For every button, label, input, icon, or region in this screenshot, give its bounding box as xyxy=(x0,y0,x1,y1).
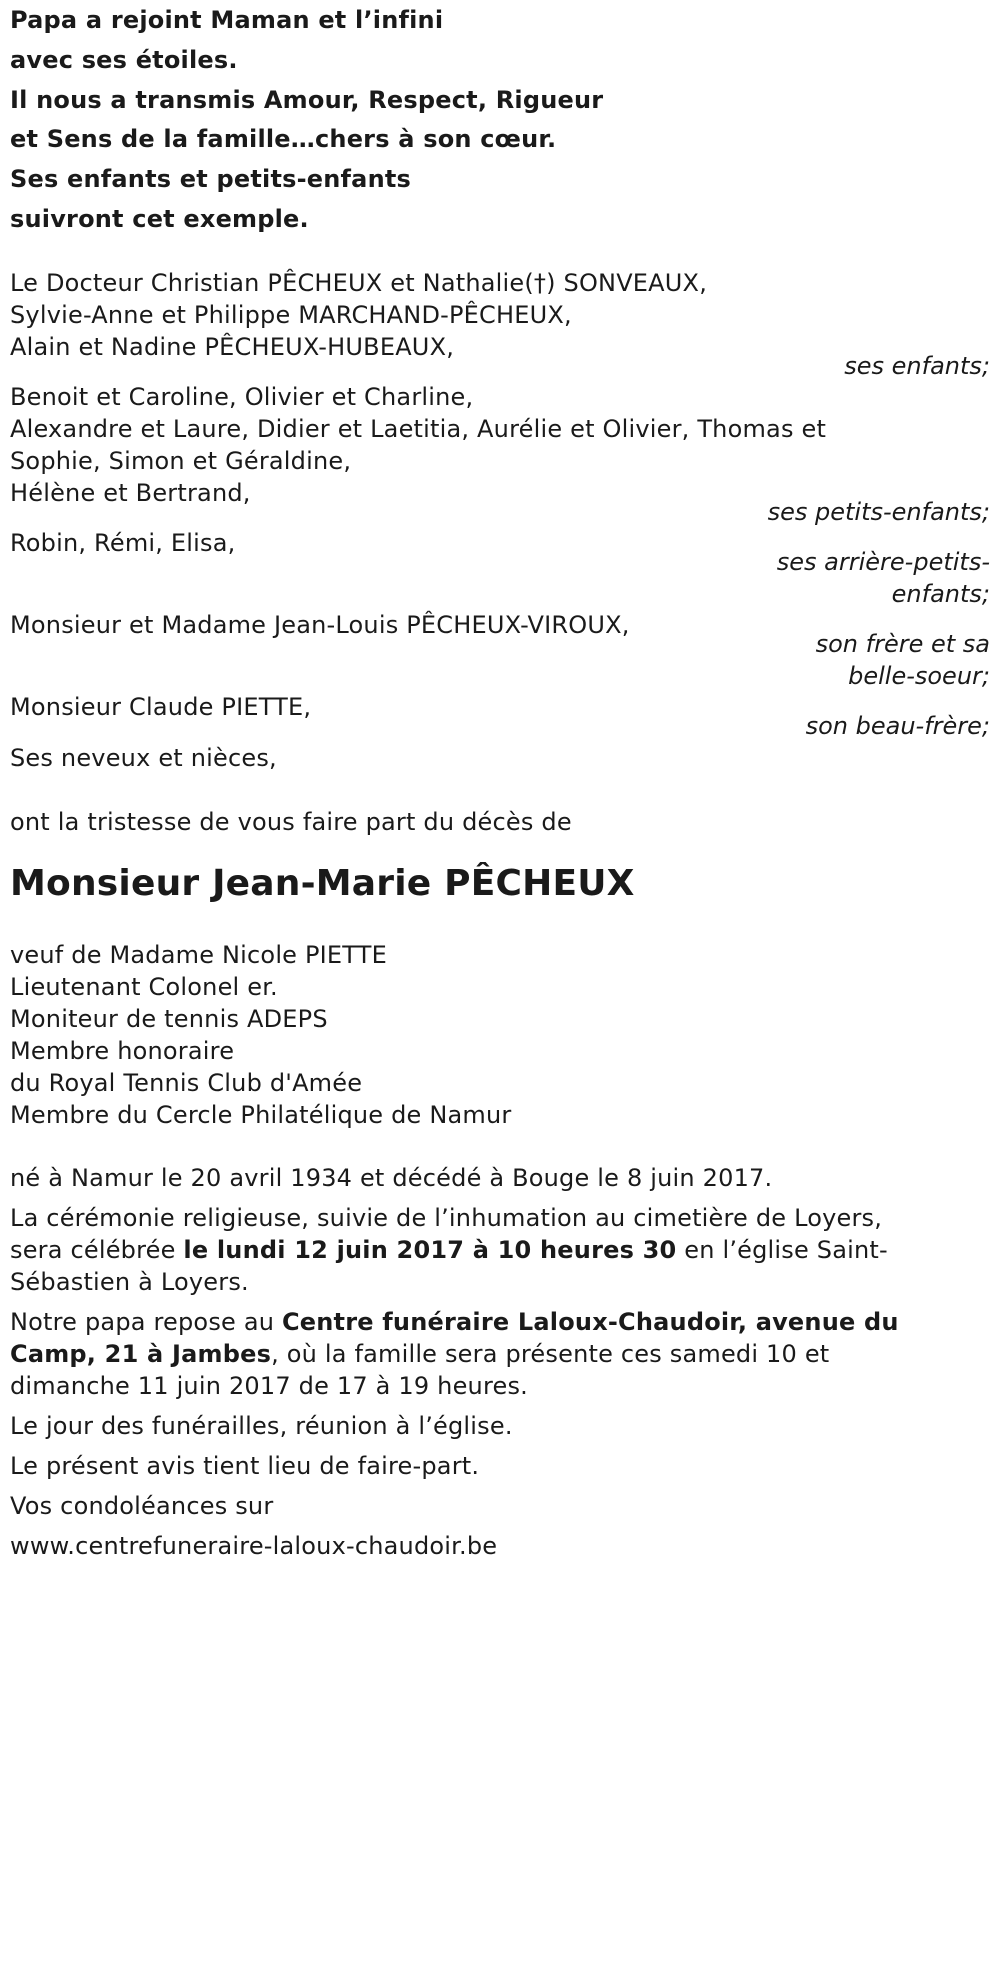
ceremony-line-2-pre: sera célébrée xyxy=(10,1236,184,1264)
ceremony-line-2 xyxy=(10,1235,888,1265)
bio-line-3: Moniteur de tennis ADEPS xyxy=(10,1005,328,1033)
bio-line-6: Membre du Cercle Philatélique de Namur xyxy=(10,1101,512,1129)
brother-role-1: son frère et sa xyxy=(815,630,990,658)
repose-location-1: Centre funéraire Laloux-Chaudoir, avenue du xyxy=(281,1308,899,1336)
ceremony-line-2-post: en l’église Saint- xyxy=(676,1236,888,1264)
announcement: ont la tristesse de vous faire part du décès de xyxy=(10,808,572,836)
notice: Le présent avis tient lieu de faire-part. xyxy=(10,1452,480,1480)
condolences-label: Vos condoléances sur xyxy=(10,1492,274,1520)
children-role: ses enfants; xyxy=(844,352,990,380)
deceased-name: Monsieur Jean-Marie PÊCHEUX xyxy=(10,863,635,904)
children-line-2: Sylvie-Anne et Philippe MARCHAND-PÊCHEUX, xyxy=(10,301,572,329)
grandchildren-line-3: Sophie, Simon et Géraldine, xyxy=(10,447,352,475)
poem-line-2: avec ses étoiles. xyxy=(10,46,238,74)
poem-line-3: Il nous a transmis Amour, Respect, Rigueur xyxy=(10,86,604,114)
ceremony-line-1: La cérémonie religieuse, suivie de l’inhumation au cimetière de Loyers, xyxy=(10,1204,883,1232)
children-line-3: Alain et Nadine PÊCHEUX-HUBEAUX, xyxy=(10,333,455,361)
poem-line-5: Ses enfants et petits-enfants xyxy=(10,165,412,193)
bio-line-5: du Royal Tennis Club d'Amée xyxy=(10,1069,363,1097)
brother-line: Monsieur et Madame Jean-Louis PÊCHEUX-VIROUX, xyxy=(10,611,630,639)
repose-location-2: Camp, 21 à Jambes xyxy=(10,1340,272,1368)
brother-role-2: belle-soeur; xyxy=(848,662,990,690)
brother-in-law-line: Monsieur Claude PIETTE, xyxy=(10,693,312,721)
poem-line-4: et Sens de la famille…chers à son cœur. xyxy=(10,125,557,153)
grandchildren-role: ses petits-enfants; xyxy=(767,498,990,526)
birth-death: né à Namur le 20 avril 1934 et décédé à Bouge le 8 juin 2017. xyxy=(10,1164,773,1192)
brother-in-law-role: son beau-frère; xyxy=(805,712,990,740)
repose-line-2 xyxy=(10,1339,829,1369)
poem-line-1: Papa a rejoint Maman et l’infini xyxy=(10,6,444,34)
ceremony-date: le lundi 12 juin 2017 à 10 heures 30 xyxy=(183,1236,677,1264)
grandchildren-line-2: Alexandre et Laure, Didier et Laetitia, Aurélie et Olivier, Thomas et xyxy=(10,415,827,443)
children-line-1: Le Docteur Christian PÊCHEUX et Nathalie(†) SONVEAUX, xyxy=(10,269,708,297)
great-grandchildren-role-2: enfants; xyxy=(891,580,990,608)
poem-line-6: suivront cet exemple. xyxy=(10,205,309,233)
repose-line-2-post: , où la famille sera présente ces samedi 10 et xyxy=(271,1340,830,1368)
repose-line-1 xyxy=(10,1307,899,1337)
nephews-line: Ses neveux et nièces, xyxy=(10,744,277,772)
grandchildren-line-4: Hélène et Bertrand, xyxy=(10,479,251,507)
repose-line-1-pre: Notre papa repose au xyxy=(10,1308,282,1336)
grandchildren-line-1: Benoit et Caroline, Olivier et Charline, xyxy=(10,383,474,411)
bio-line-1: veuf de Madame Nicole PIETTE xyxy=(10,941,387,969)
website-link[interactable]: www.centrefuneraire-laloux-chaudoir.be xyxy=(10,1532,498,1560)
great-grandchildren-line: Robin, Rémi, Elisa, xyxy=(10,529,236,557)
ceremony-line-3: Sébastien à Loyers. xyxy=(10,1268,249,1296)
great-grandchildren-role-1: ses arrière-petits- xyxy=(776,548,990,576)
bio-line-2: Lieutenant Colonel er. xyxy=(10,973,278,1001)
reunion: Le jour des funérailles, réunion à l’église. xyxy=(10,1412,513,1440)
repose-line-3: dimanche 11 juin 2017 de 17 à 19 heures. xyxy=(10,1372,528,1400)
bio-line-4: Membre honoraire xyxy=(10,1037,235,1065)
